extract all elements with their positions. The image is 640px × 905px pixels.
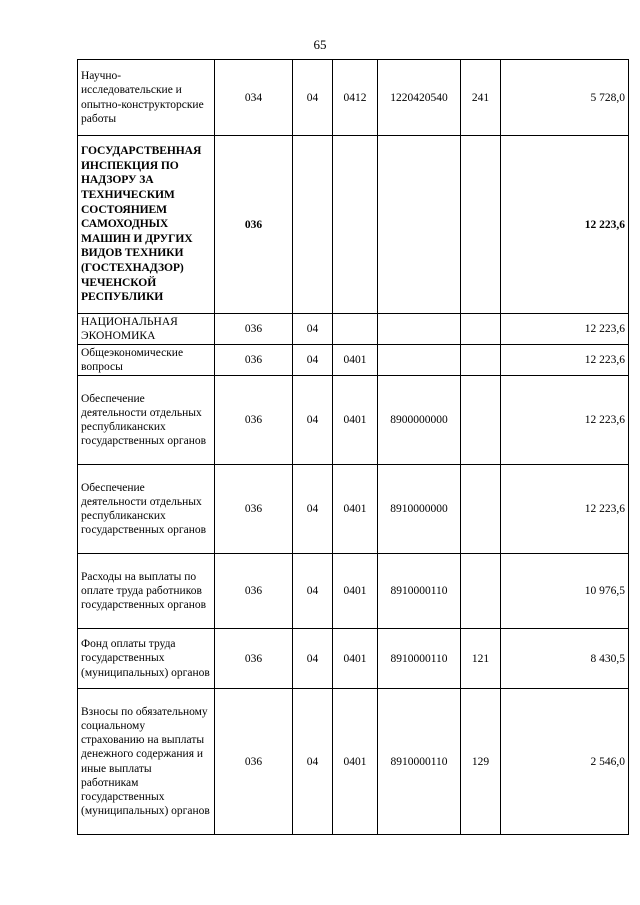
pr-cell: 0412: [333, 60, 378, 136]
ved-cell: 036: [215, 314, 293, 345]
sum-cell: 12 223,6: [501, 465, 629, 554]
pr-cell: 0401: [333, 554, 378, 629]
vr-cell: 121: [461, 629, 501, 689]
table-row: [78, 60, 629, 136]
row-name-cell: Фонд оплаты труда государственных (муниципальных) органов: [78, 629, 215, 689]
pr-cell: [333, 136, 378, 314]
table-row: [78, 314, 629, 345]
table-row: [78, 345, 629, 376]
row-name-cell: Обеспечение деятельности отдельных республиканских государственных органов: [78, 376, 215, 465]
ved-cell: 036: [215, 465, 293, 554]
ved-cell: 036: [215, 629, 293, 689]
sum-cell: 12 223,6: [501, 136, 629, 314]
row-name-cell: Общеэкономические вопросы: [78, 345, 215, 376]
rz-cell: 04: [293, 376, 333, 465]
row-name-cell: Расходы на выплаты по оплате труда работников государственных органов: [78, 554, 215, 629]
page-number: 65: [313, 37, 327, 52]
table-row: [78, 376, 629, 465]
ved-cell: 034: [215, 60, 293, 136]
row-name-cell: ГОСУДАРСТВЕННАЯ ИНСПЕКЦИЯ ПО НАДЗОРУ ЗА ТЕХНИЧЕСКИМ СОСТОЯНИЕМ САМОХОДНЫХ МАШИН И ДРУГИХ ВИДОВ ТЕХНИКИ (ГОСТЕХНАДЗОР) ЧЕЧЕНСКОЙ РЕСПУБЛИКИ: [78, 136, 215, 314]
pr-cell: [333, 314, 378, 345]
pr-cell: 0401: [333, 689, 378, 835]
row-name-cell: НАЦИОНАЛЬНАЯ ЭКОНОМИКА: [78, 314, 215, 345]
row-name-cell: Научно-исследовательские и опытно-конструкторские работы: [78, 60, 215, 136]
rz-cell: 04: [293, 465, 333, 554]
vr-cell: 129: [461, 689, 501, 835]
pr-cell: 0401: [333, 629, 378, 689]
ved-cell: 036: [215, 376, 293, 465]
rz-cell: 04: [293, 689, 333, 835]
csr-cell: [378, 345, 461, 376]
csr-cell: 8910000110: [378, 629, 461, 689]
rz-cell: 04: [293, 554, 333, 629]
vr-cell: [461, 554, 501, 629]
sum-cell: 10 976,5: [501, 554, 629, 629]
row-name-cell: Взносы по обязательному социальному страхованию на выплаты денежного содержания и иные выплаты работникам государственных (муниципальных) органов: [78, 689, 215, 835]
csr-cell: [378, 314, 461, 345]
csr-cell: 1220420540: [378, 60, 461, 136]
table-row: [78, 629, 629, 689]
vr-cell: [461, 376, 501, 465]
csr-cell: [378, 136, 461, 314]
sum-cell: 8 430,5: [501, 629, 629, 689]
csr-cell: 8910000000: [378, 465, 461, 554]
rz-cell: [293, 136, 333, 314]
budget-table: [77, 59, 629, 835]
rz-cell: 04: [293, 314, 333, 345]
sum-cell: 12 223,6: [501, 314, 629, 345]
vr-cell: 241: [461, 60, 501, 136]
vr-cell: [461, 465, 501, 554]
ved-cell: 036: [215, 689, 293, 835]
table-row: [78, 136, 629, 314]
vr-cell: [461, 345, 501, 376]
table-row: [78, 689, 629, 835]
csr-cell: 8910000110: [378, 689, 461, 835]
pr-cell: 0401: [333, 345, 378, 376]
csr-cell: 8910000110: [378, 554, 461, 629]
sum-cell: 2 546,0: [501, 689, 629, 835]
vr-cell: [461, 314, 501, 345]
ved-cell: 036: [215, 554, 293, 629]
ved-cell: 036: [215, 136, 293, 314]
sum-cell: 12 223,6: [501, 345, 629, 376]
table-row: [78, 465, 629, 554]
ved-cell: 036: [215, 345, 293, 376]
vr-cell: [461, 136, 501, 314]
sum-cell: 5 728,0: [501, 60, 629, 136]
row-name-cell: Обеспечение деятельности отдельных республиканских государственных органов: [78, 465, 215, 554]
table-row: [78, 554, 629, 629]
pr-cell: 0401: [333, 465, 378, 554]
sum-cell: 12 223,6: [501, 376, 629, 465]
rz-cell: 04: [293, 345, 333, 376]
pr-cell: 0401: [333, 376, 378, 465]
csr-cell: 8900000000: [378, 376, 461, 465]
rz-cell: 04: [293, 60, 333, 136]
rz-cell: 04: [293, 629, 333, 689]
